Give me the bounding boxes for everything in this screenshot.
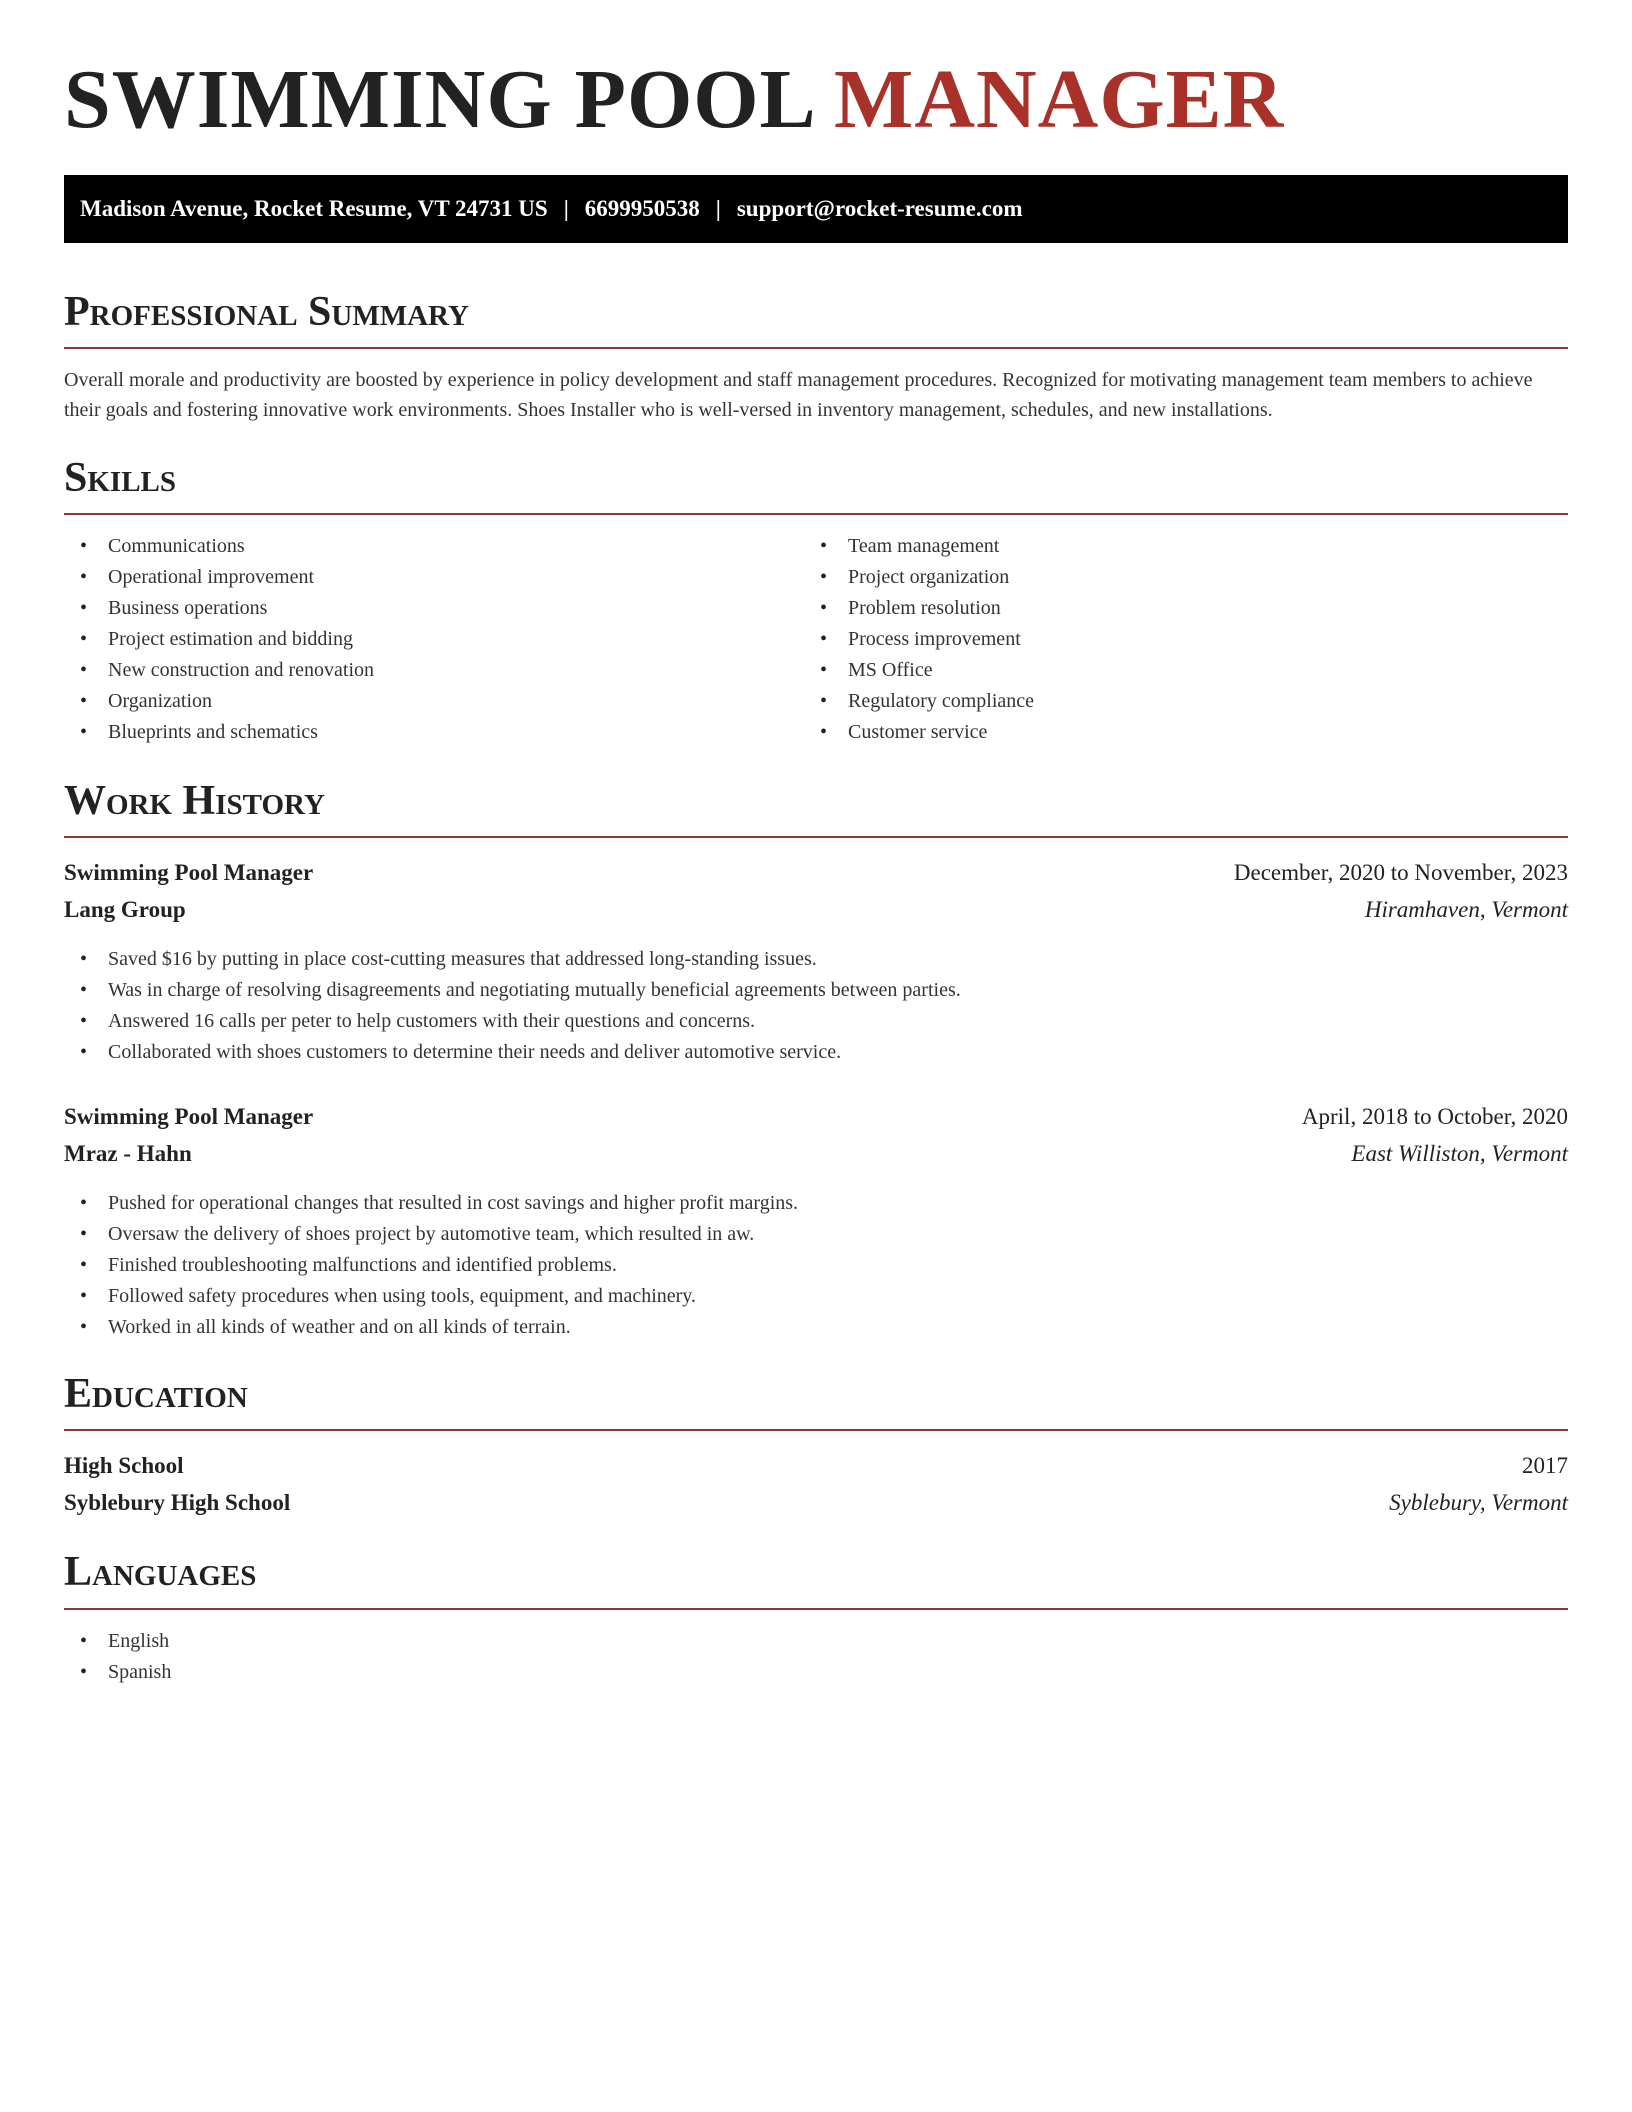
skills-heading: Skills bbox=[64, 455, 1568, 515]
education-heading: Education bbox=[64, 1371, 1568, 1431]
job-bullet: • Was in charge of resolving disagreements and negotiating mutually beneficial agreements between parties. bbox=[64, 975, 1568, 1006]
job-company-row bbox=[64, 1135, 1568, 1172]
resume-title bbox=[64, 52, 1568, 149]
education-school: Syblebury High School bbox=[64, 1490, 291, 1516]
job-bullet: • Saved $16 by putting in place cost-cutting measures that addressed long-standing issues. bbox=[64, 944, 1568, 975]
job-company: Mraz - Hahn bbox=[64, 1141, 192, 1167]
skills-list-left bbox=[64, 531, 804, 748]
job-bullets bbox=[64, 944, 1568, 1068]
skill-item: • Project organization bbox=[804, 562, 1544, 593]
job-bullet: • Oversaw the delivery of shoes project by automotive team, which resulted in aw. bbox=[64, 1219, 1568, 1250]
education-location: Syblebury, Vermont bbox=[1389, 1490, 1568, 1516]
title-role: SWIMMING POOL bbox=[64, 53, 813, 146]
education-degree: High School bbox=[64, 1453, 184, 1479]
job-location: East Williston, Vermont bbox=[1351, 1141, 1568, 1167]
job-dates: December, 2020 to November, 2023 bbox=[1233, 860, 1568, 886]
skill-item: • Organization bbox=[64, 686, 804, 717]
job-company-row bbox=[64, 891, 1568, 928]
job-location: Hiramhaven, Vermont bbox=[1364, 897, 1568, 923]
contact-phone: 6699950538 bbox=[584, 195, 700, 221]
skill-item: • Team management bbox=[804, 531, 1544, 562]
skills-list-right bbox=[804, 531, 1544, 748]
title-accent: MANAGER bbox=[834, 53, 1285, 146]
contact-separator: | bbox=[715, 195, 721, 221]
language-item: • Spanish bbox=[64, 1657, 1568, 1688]
skill-item: • Operational improvement bbox=[64, 562, 804, 593]
job-title-row bbox=[64, 1098, 1568, 1135]
summary-text: Overall morale and productivity are boosted by experience in policy development and staff management procedures. Recognized for motivating management team members to achieve their goals and fostering innovative work environments. Shoes Installer who is well-versed in inventory management, schedules, and new installations. bbox=[64, 368, 1533, 421]
job-bullet: • Followed safety procedures when using tools, equipment, and machinery. bbox=[64, 1281, 1568, 1312]
job-company: Lang Group bbox=[64, 897, 186, 923]
languages-list bbox=[64, 1626, 1568, 1688]
education-year: 2017 bbox=[1522, 1453, 1568, 1479]
resume-page bbox=[64, 0, 1568, 1688]
skill-item: • Blueprints and schematics bbox=[64, 717, 804, 748]
languages-heading: Languages bbox=[64, 1549, 1568, 1609]
job-bullet: • Finished troubleshooting malfunctions and identified problems. bbox=[64, 1250, 1568, 1281]
education-degree-row bbox=[64, 1447, 1568, 1484]
job-dates: April, 2018 to October, 2020 bbox=[1301, 1104, 1568, 1130]
skill-item: • Process improvement bbox=[804, 624, 1544, 655]
job-entry bbox=[64, 1098, 1568, 1343]
contact-address: Madison Avenue, Rocket Resume, VT 24731 US bbox=[80, 195, 548, 221]
summary-heading: Professional Summary bbox=[64, 289, 1568, 349]
contact-email: support@rocket-resume.com bbox=[736, 195, 1023, 221]
contact-bar bbox=[64, 175, 1568, 243]
language-item: • English bbox=[64, 1626, 1568, 1657]
education-school-row bbox=[64, 1484, 1568, 1521]
education-entry bbox=[64, 1447, 1568, 1521]
job-bullet: • Collaborated with shoes customers to determine their needs and deliver automotive service. bbox=[64, 1037, 1568, 1068]
job-title: Swimming Pool Manager bbox=[64, 860, 314, 886]
job-bullet: • Answered 16 calls per peter to help customers with their questions and concerns. bbox=[64, 1006, 1568, 1037]
job-bullets bbox=[64, 1188, 1568, 1343]
work-history-heading: Work History bbox=[64, 778, 1568, 838]
job-title: Swimming Pool Manager bbox=[64, 1104, 314, 1130]
skill-item: • MS Office bbox=[804, 655, 1544, 686]
skill-item: • Customer service bbox=[804, 717, 1544, 748]
skill-item: • New construction and renovation bbox=[64, 655, 804, 686]
skill-item: • Regulatory compliance bbox=[804, 686, 1544, 717]
skill-item: • Business operations bbox=[64, 593, 804, 624]
job-bullet: • Pushed for operational changes that resulted in cost savings and higher profit margins. bbox=[64, 1188, 1568, 1219]
job-entry bbox=[64, 854, 1568, 1068]
job-bullet: • Worked in all kinds of weather and on all kinds of terrain. bbox=[64, 1312, 1568, 1343]
skills-columns bbox=[64, 531, 1568, 748]
contact-separator: | bbox=[563, 195, 569, 221]
job-title-row bbox=[64, 854, 1568, 891]
skill-item: • Project estimation and bidding bbox=[64, 624, 804, 655]
skill-item: • Problem resolution bbox=[804, 593, 1544, 624]
skill-item: • Communications bbox=[64, 531, 804, 562]
